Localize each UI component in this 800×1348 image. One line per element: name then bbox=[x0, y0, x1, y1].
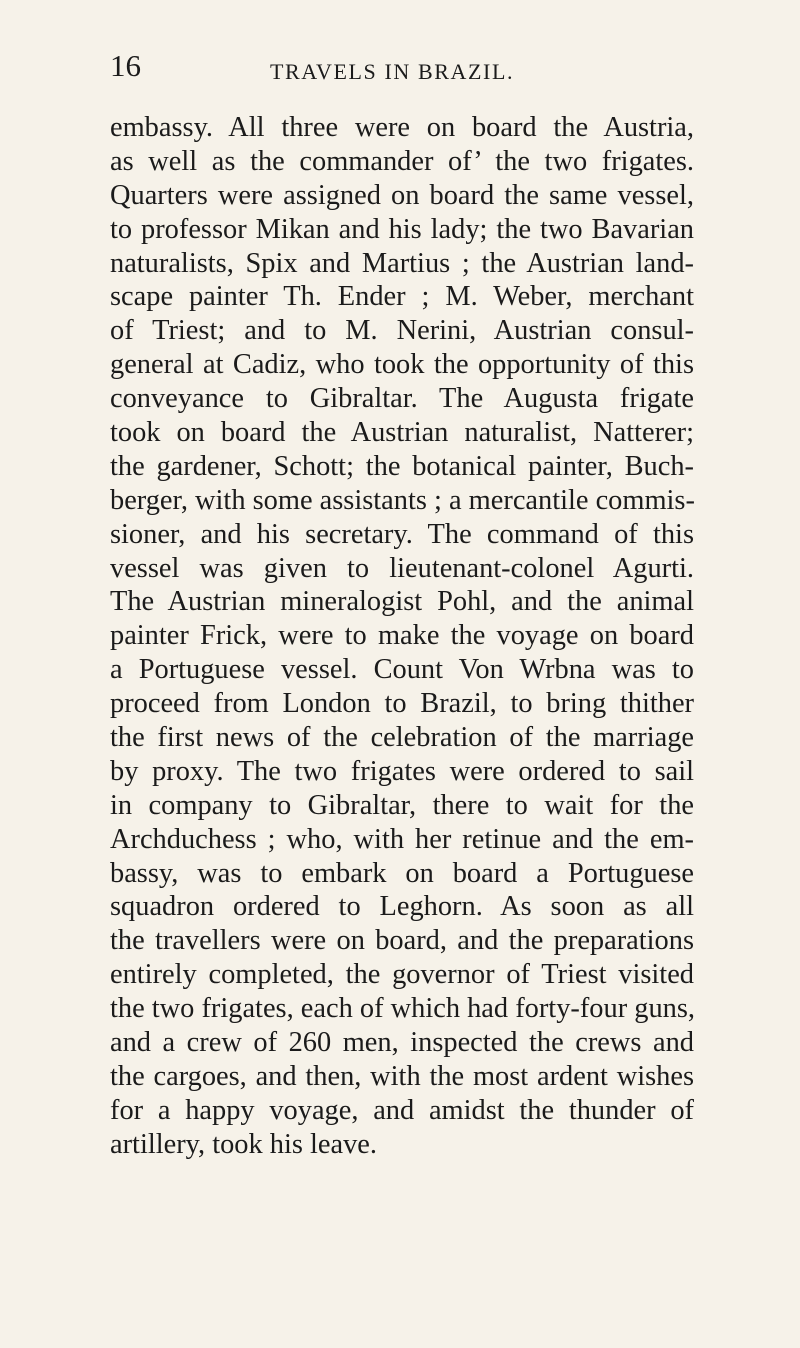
text-line: by proxy. The two frigates were ordered to sail bbox=[110, 755, 694, 787]
page-number: 16 bbox=[110, 48, 141, 83]
text-line: a Portuguese vessel. Count Von Wrbna was to bbox=[110, 654, 694, 686]
text-line: of Triest; and to M. Nerini, Austrian consul- bbox=[110, 315, 694, 347]
text-line: vessel was given to lieutenant-colonel Agurti. bbox=[110, 552, 694, 584]
text-line: in company to Gibraltar, there to wait for the bbox=[110, 789, 694, 821]
text-line: entirely completed, the governor of Triest visited bbox=[110, 959, 694, 991]
text-line: berger, with some assistants ; a mercantile commis- bbox=[110, 484, 695, 516]
text-line: to professor Mikan and his lady; the two Bavarian bbox=[110, 213, 694, 245]
text-line: squadron ordered to Leghorn. As soon as all bbox=[110, 891, 694, 923]
body-text bbox=[110, 111, 694, 1162]
text-line: for a happy voyage, and amidst the thunder of bbox=[110, 1094, 694, 1126]
text-line: the two frigates, each of which had forty-four guns, bbox=[110, 993, 695, 1025]
text-line: general at Cadiz, who took the opportunity of this bbox=[110, 349, 694, 381]
text-line: bassy, was to embark on board a Portuguese bbox=[110, 857, 694, 889]
text-line: conveyance to Gibraltar. The Augusta frigate bbox=[110, 383, 694, 415]
text-line: and a crew of 260 men, inspected the crews and bbox=[110, 1027, 694, 1059]
text-line: as well as the commander of’ the two frigates. bbox=[110, 145, 694, 177]
text-line: the travellers were on board, and the preparations bbox=[110, 925, 694, 957]
text-line: the gardener, Schott; the botanical painter, Buch- bbox=[110, 450, 694, 482]
text-line: naturalists, Spix and Martius ; the Austrian land- bbox=[110, 247, 694, 279]
text-line: painter Frick, were to make the voyage on board bbox=[110, 620, 694, 652]
running-head: TRAVELS IN BRAZIL. bbox=[270, 59, 515, 84]
text-line: Archduchess ; who, with her retinue and the em- bbox=[110, 823, 694, 855]
text-line: embassy. All three were on board the Austria, bbox=[110, 112, 694, 143]
text-line: proceed from London to Brazil, to bring thither bbox=[110, 688, 694, 720]
text-line: the cargoes, and then, with the most ardent wishes bbox=[110, 1060, 694, 1092]
text-line: scape painter Th. Ender ; M. Weber, merchant bbox=[110, 281, 694, 313]
text-line: The Austrian mineralogist Pohl, and the animal bbox=[110, 586, 694, 618]
text-line: took on board the Austrian naturalist, Natterer; bbox=[110, 417, 694, 449]
text-line: Quarters were assigned on board the same vessel, bbox=[110, 179, 694, 211]
text-line-last: artillery, took his leave. bbox=[110, 1128, 377, 1160]
text-line: the first news of the celebration of the marriage bbox=[110, 722, 694, 754]
text-line: sioner, and his secretary. The command of this bbox=[110, 518, 694, 550]
